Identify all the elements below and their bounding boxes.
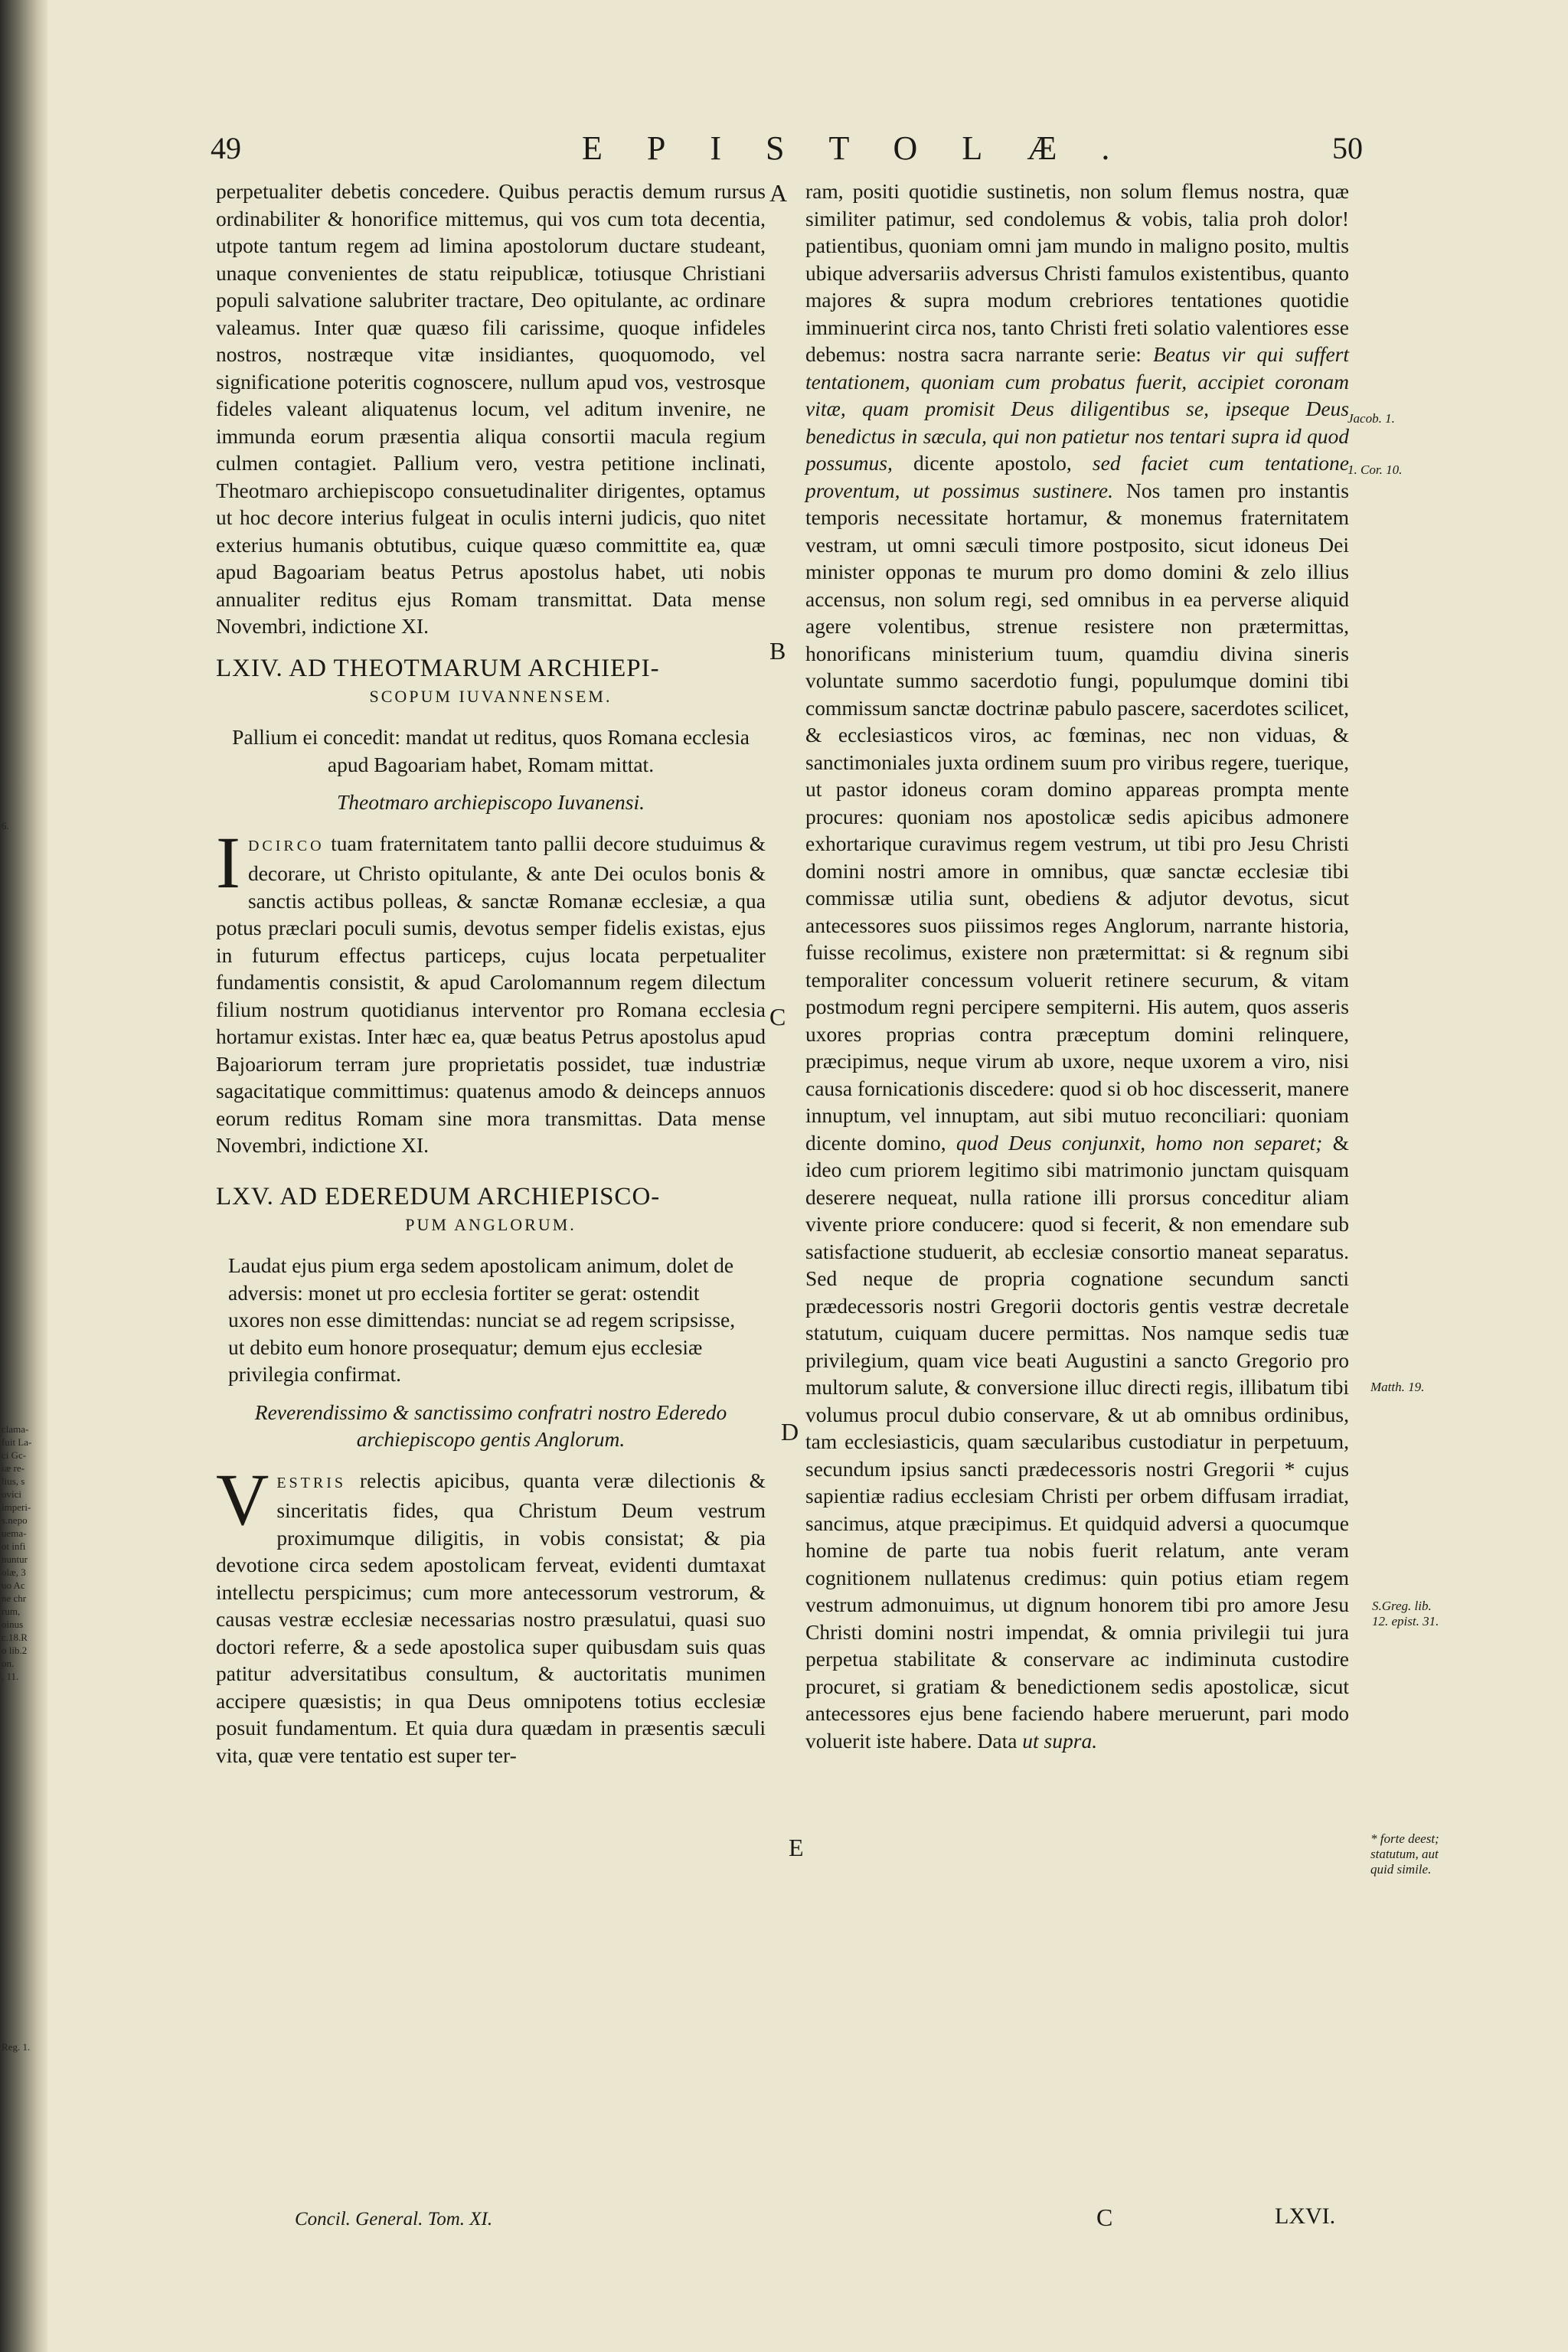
side-note-forte: * forte deest; statutum, aut quid simile. (1370, 1831, 1439, 1877)
letter-64-heading: LXIV. AD THEOTMARUM ARCHIEPI- (216, 654, 660, 682)
letter-65-body (216, 1458, 766, 1769)
letter-65-heading-sub: PUM ANGLORUM. (405, 1214, 577, 1234)
scripture-quote: sed faciet cum tentatione proventum, ut possimus sustinere. (805, 451, 1350, 502)
closing-note: ut supra. (1022, 1728, 1098, 1753)
side-note-cor: 1. Cor. 10. (1348, 462, 1403, 477)
text-segment: Nos tamen pro instantis temporis necessitate hortamur, & monemus fraternitatem vestram, ut omni sæculi timore postposito, sicut idoneus Dei minister opponas te murum pro domo domini & zelo illius accensus, non solum regi, sed omnibus in ea perverse aliquid agere volentibus, strenue resistere non prætermittas, honorificans ministerium tuum, quamdiu divina sineris voluntate summo sacerdotio fungi, populumque domini tibi commissum sanctæ doctrinæ pabulo pascere, sacerdotes scilicet, & ecclesiasticos viros, ac fœminas, nec non viduas, & sanctimoniales juxta ordinem suum pro viribus regere, tuerique, ut pastor idoneus coram domino appareas prompta mente procures: quoniam nos apostolicæ sedis apicibus admonere exhortarique curavimus regem vestrum, ut tibi pro Jesu Christi domini nostri amore in omnibus, quæ sanctæ ecclesiæ tibi commissæ utilia sunt, obediens & adjutor devotus, sicut antecessores suos piissimos reges Anglorum, narrante historia, fuisse recolimus, existere non prætermittat: si & regnum sibi temporaliter concessum voluerit retinere securum, & vitam postmodum regni percipere sempiterni. His autem, quos asseris uxores proprias contra præceptum domini relinquere, præcipimus, neque virum ab uxore, neque uxorem a viro, nisi causa fornicationis discedere: quod si ob hoc discesserit, manere innuptum, vel innuptam, aut sibi mutuo reconciliari: quoniam dicente domino, (805, 478, 1350, 1155)
margin-marker-a: A (769, 179, 788, 207)
letter-65-address: Reverendissimo & sanctissimo confratri nostro Ederedo archiepiscopo gentis Anglorum. (254, 1400, 727, 1451)
side-note-matth: Matth. 19. (1370, 1380, 1425, 1394)
opening-paragraph: perpetualiter debetis concedere. Quibus peractis demum rursus ordinabiliter & honorifice mittemus, qui vos cum tota decentia, utpote tantum regem ad limina apostolorum ductare studeant, unaque convenientes de statu reipublicæ, totiusque Christiani populi salvatione salubriter tractare, Deo opitulante, ac ordinare valeamus. Inter quæ quæso fili carissime, quoque infideles nostros, nostræque vitæ insidiantes, quoquomodo, vel significatione poteritis cognoscere, nullum apud vos, vestrosque fideles valeant aliquatenus locum, vel aditum invenire, ne immunda eorum præsentia aliqua consortii macula regium culmen contagiet. Pallium vero, vestra petitione inclinati, Theotmaro archiepiscopo consuetudinaliter dirigentes, optamus ut hoc decore interius fulgeat in oculis interni judicis, quo nitet exterius humanis obtutibus, cuique quæso committite ea, quæ apud Bagoariam beatus Petrus apostolus habet, uti nobis annualiter reditus ejus Romam transmittat. Data mense Novembri, indictione XI. (216, 179, 766, 638)
drop-cap: I (216, 821, 240, 903)
side-note-greg: S.Greg. lib. 12. epist. 31. (1372, 1599, 1439, 1628)
letter-65-summary: Laudat ejus pium erga sedem apostolicam animum, dolet de adversis: monet ut pro ecclesia fortiter se gerat: ostendit uxores non esse dimittendas: nunciat se ad regem scripsisse, ut debito eum honore prosequatur; demum ejus ecclesiæ privilegia confirmat. (228, 1253, 736, 1386)
margin-marker-d: D (781, 1418, 799, 1446)
letter-65-text: relectis apicibus, quanta veræ dilectionis & sinceritatis fides, qua Christum Deum vestrum proximumque diligitis, in vobis consistat; & pia devotione circa sedem apostolicam ferveat, evidenti dumtaxat intellectu perspicimus; cum more antecessorum vestrorum, & causas vestræ ecclesiæ necessarias nostro præsulatui, quasi suo doctori referre, & a sede apostolica super quibusdam suis quas patitur adversitatibus consultum, & auctoritatis munimen accipere quæsistis; in qua Deus omnipotens totius ecclesiæ posuit fundamentum. Et quia dura quædam in præsentis sæculi vita, quæ vere tentatio est super ter- (216, 1468, 766, 1767)
margin-marker-e: E (789, 1834, 804, 1861)
margin-marker-c: C (769, 1003, 786, 1031)
letter-65-heading: LXV. AD EDEREDUM ARCHIEPISCO- (216, 1182, 661, 1210)
scripture-quote: quod Deus conjunxit, homo non separet; (956, 1130, 1323, 1155)
scripture-quote: ipseque Deus benedictus in sæcula, qui non patietur nos tentari supra id quod possumus, (805, 397, 1350, 475)
letter-64-address: Theotmaro archiepiscopo Iuvanensi. (337, 790, 645, 814)
right-column (805, 178, 1349, 1754)
left-column (216, 178, 766, 1769)
gutter-note: 6. (2, 820, 9, 831)
footer-reference: Concil. General. Tom. XI. (295, 2209, 493, 2230)
text-segment: & ideo cum priorem legitimo sibi matrimonio junctam quisquam deserere nequeat, nulla ratione illi prorsus conceditur aliam vivente priore conducere: quod si fecerit, & non emendare sub satisfactione studuerit, ab ecclesiæ consortio maneat separatus. Sed neque de propria cognatione secundum sancti prædecessoris nostri Gregorii doctoris gentis vestræ decretale statutum, cuiquam ducere permittas. Nos namque sedis tuæ privilegium, quam vice beati Augustini a sancto Gregorio pro multorum salute, & conversione illuc directi regis, illibatum tibi volumus procul dubio conservare, & ut ab omnibus ordinibus, tam ecclesiasticis, quam sæcularibus custodiatur in perpetuum, secundum ipsius sancti prædecessoris nostri Gregorii * cujus sapientiæ radius ecclesiam Christi per orbem diffusam irradiat, sancimus, atque præcipimus. Et quidquid adversi a quocumque homine de parte tua nobis fuerit relatum, ante veram cognitionem nullatenus credimus: quin potius etiam regem vestrum admonuimus, ut dignum honorem tibi pro amore Jesu Christi domini nostri impendat, & omnia privilegii tui jura perpetua stabilitate & conservare ac indiminuta custodire procuret, si gratiam & benedictionem sedis apostolicæ, sicut antecessores ejus bene faciendo habere meruerunt, pari modo voluerit iste habere. Data (805, 1130, 1349, 1753)
page-header (207, 129, 1363, 175)
signature-mark: C (1096, 2203, 1113, 2231)
right-column-text (805, 178, 1349, 1754)
letter-64-text: tuam fraternitatem tanto pallii decore studuimus & decorare, ut Christo opitulante, & ante Dei oculos bonis & sanctis actibus polleas, & sanctæ Romanæ ecclesiæ, a qua potus præclari poculi sumis, devotus semper fidelis existas, ejus in futurum effectus particeps, cujus locata perpetualiter fundamentis consistit, & apud Carolomannum regem dilectum filium nostrum quotidianus interventor pro Romana ecclesia hortamur existas. Inter hæc ea, quæ beatus Petrus apostolus apud Bajoariorum terram jure proprietatis possidet, tuæ industriæ sagacitatique committimus: quatenus amodo & deinceps annuos eorum reditus Romam sine mora transmittas. Data mense Novembri, indictione XI. (216, 831, 766, 1157)
side-note-jacob: Jacob. 1. (1348, 411, 1395, 426)
text-segment: dicente apostolo, (913, 451, 1072, 475)
gutter-note: clama- fuit La- ci Gc- iæ re- lius, s ovici imperi- s.nepo uema- ot infi nuntur olæ, 3 uo Ac ne chr rum, oinus c.18.R o lib.2 on. , 11. (2, 1423, 32, 1682)
letter-64-body (216, 821, 766, 1159)
page-number-left: 49 (211, 131, 241, 165)
margin-marker-b: B (769, 637, 786, 665)
catchword: LXVI. (1275, 2203, 1336, 2229)
scripture-quote: Beatus vir qui suffert tentationem, quoniam cum probatus fuerit, accipiet coronam vitæ, quam promisit Deus diligentibus se, (805, 342, 1349, 420)
letter-64-heading-sub: SCOPUM IUVANNENSEM. (369, 686, 612, 706)
text-segment: ram, positi quotidie sustinetis, non solum flemus nostra, quæ similiter patimur, sed condolemus & vobis, talia proh dolor! patientibus, quoniam omni jam mundo in maligno posito, multis ubique adversariis adversus Christi famulos existentibus, quanto majores & supra modum crebriores tentationes quotidie imminuerint circa nos, tanto Christi freti solatio valentiores esse debemus: nostra sacra narrante serie: (805, 179, 1349, 366)
letter-64-summary: Pallium ei concedit: mandat ut reditus, quos Romana ecclesia apud Bagoariam habet, Romam mittat. (232, 725, 750, 776)
gutter-note: Reg. 1. (2, 2041, 31, 2053)
small-caps-opening: ESTRIS (276, 1474, 347, 1491)
drop-cap: V (216, 1458, 270, 1540)
gutter-notes (2, 0, 49, 2352)
running-head: EPISTOLÆ. (582, 129, 1155, 167)
small-caps-opening: DCIRCO (247, 837, 325, 854)
page-number-right: 50 (1332, 131, 1363, 165)
